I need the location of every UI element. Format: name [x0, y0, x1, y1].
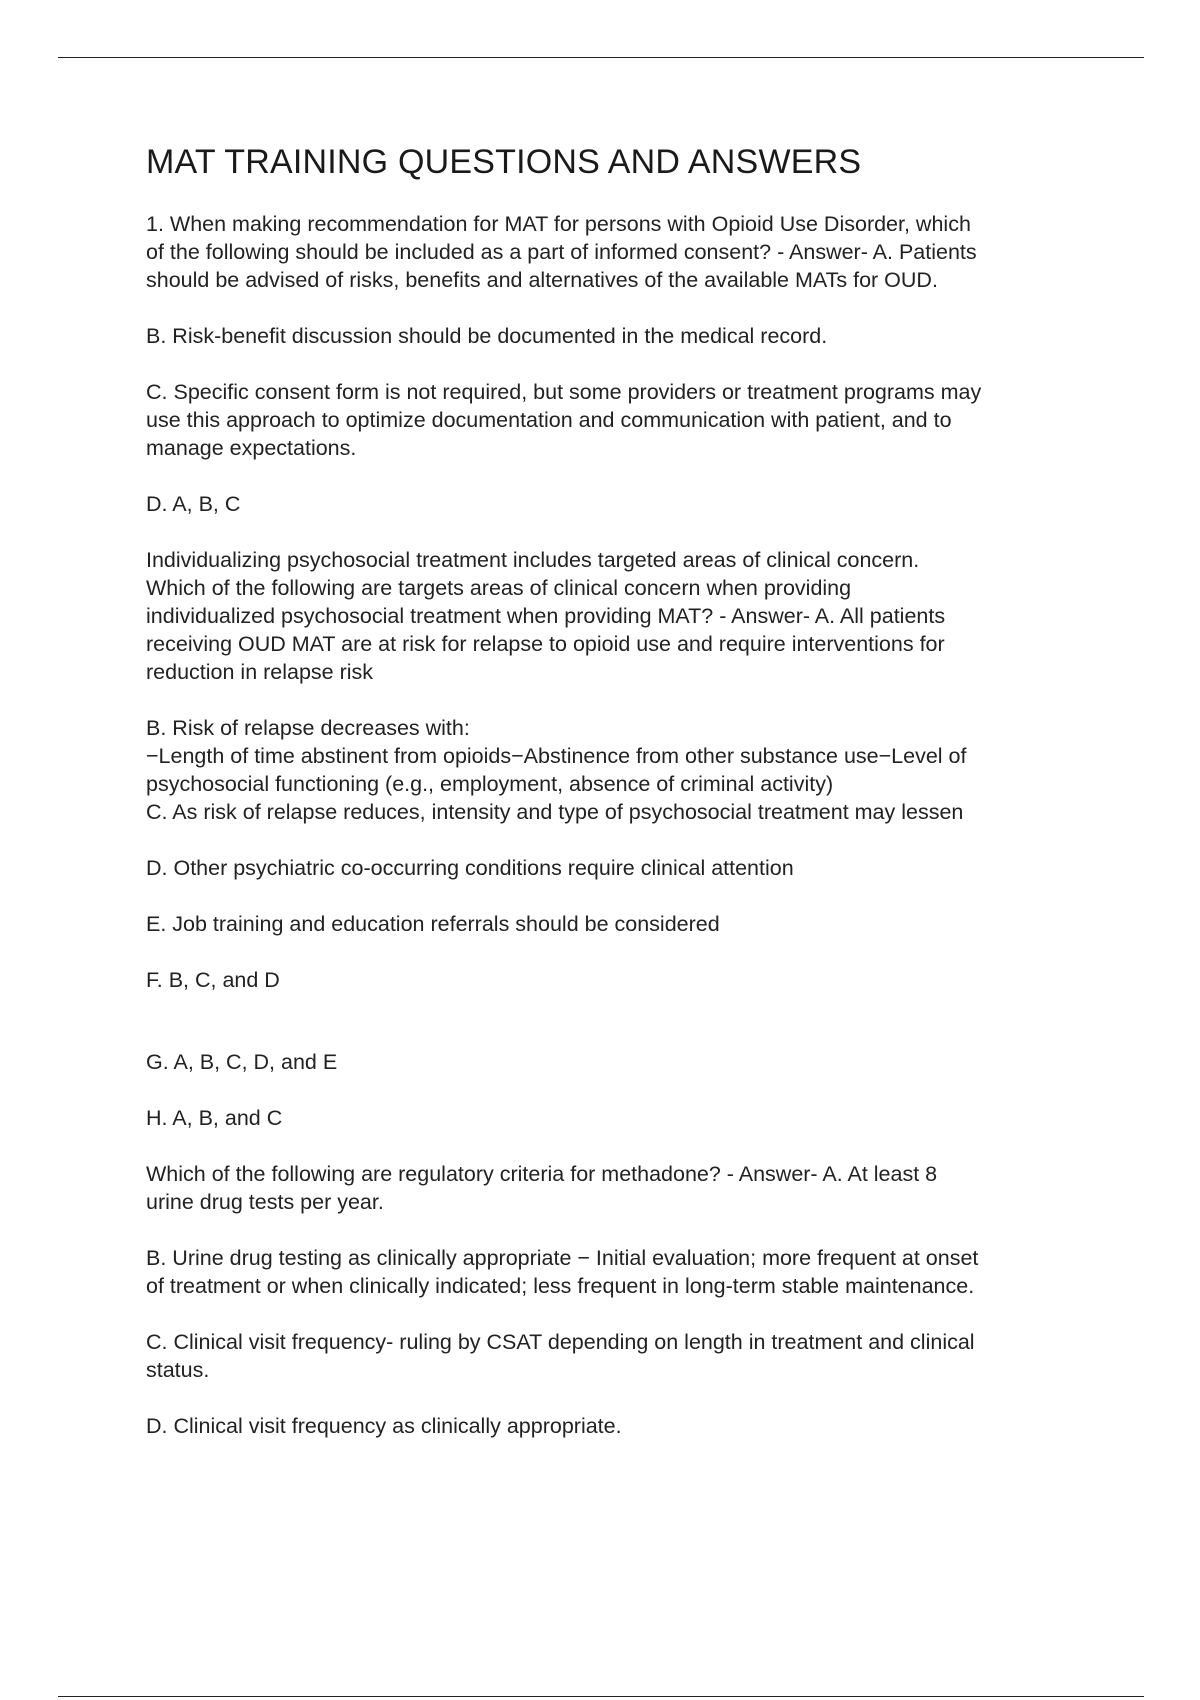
paragraph-q3: Which of the following are regulatory criteria for methadone? - Answer- A. At least 8 urine drug tests per year. [146, 1162, 938, 1214]
paragraph-q1-option-d: D. A, B, C [146, 492, 241, 516]
paragraph-q1-option-c: C. Specific consent form is not required, but some providers or treatment programs may use this approach to optimize documentation and communication with patient, and to manage expectations. [146, 380, 982, 460]
paragraph-q3-option-c: C. Clinical visit frequency- ruling by CSAT depending on length in treatment and clinical status. [146, 1330, 975, 1382]
bottom-divider [58, 1696, 1144, 1697]
paragraph-q3-option-d: D. Clinical visit frequency as clinically appropriate. [146, 1414, 622, 1438]
paragraph-q2-option-g: G. A, B, C, D, and E [146, 1050, 338, 1074]
paragraph-q2-option-f: F. B, C, and D [146, 968, 280, 992]
paragraph-q2-option-d: D. Other psychiatric co-occurring conditions require clinical attention [146, 856, 794, 880]
paragraph-q2: Individualizing psychosocial treatment includes targeted areas of clinical concern. Which of the following are targets areas of clinical concern when providing individualized psychosocial treatment when providing MAT? - Answer- A. All patients receiving OUD MAT are at risk for relapse to opioid use and require interventions for reduction in relapse risk [146, 548, 946, 684]
top-divider [58, 57, 1144, 58]
paragraph-q3-option-b: B. Urine drug testing as clinically appropriate − Initial evaluation; more frequent at onset of treatment or when clinically indicated; less frequent in long-term stable maintenance. [146, 1246, 979, 1298]
paragraph-q2-option-e: E. Job training and education referrals should be considered [146, 912, 720, 936]
paragraph-q2-option-b: B. Risk of relapse decreases with: −Length of time abstinent from opioids−Abstinence from other substance use−Level of psychosocial functioning (e.g., employment, absence of criminal activity) [146, 716, 967, 796]
paragraph-q1-option-b: B. Risk-benefit discussion should be documented in the medical record. [146, 324, 828, 348]
document-body [146, 140, 1096, 1468]
paragraph-q2-option-h: H. A, B, and C [146, 1106, 283, 1130]
paragraph-q2-option-c: C. As risk of relapse reduces, intensity and type of psychosocial treatment may lessen [146, 800, 964, 824]
paragraph-q1: 1. When making recommendation for MAT for persons with Opioid Use Disorder, which of the following should be included as a part of informed consent? - Answer- A. Patients should be advised of risks, benefits and alternatives of the available MATs for OUD. [146, 212, 977, 292]
document-title: MAT TRAINING QUESTIONS AND ANSWERS [146, 143, 862, 181]
